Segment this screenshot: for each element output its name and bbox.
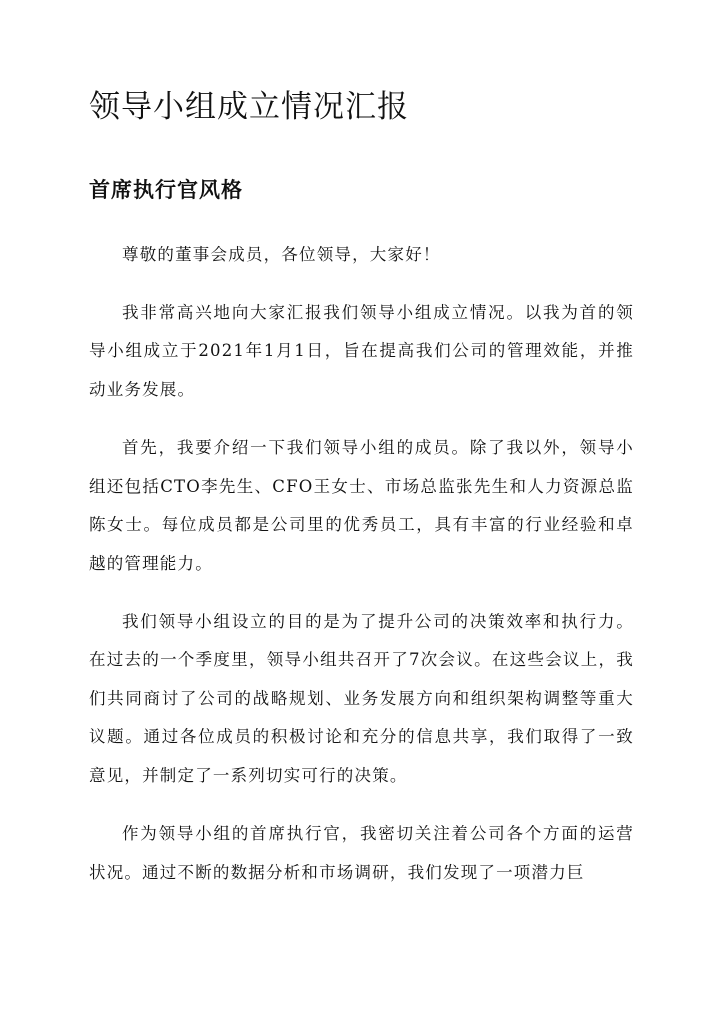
document-title: 领导小组成立情况汇报 (89, 89, 409, 125)
paragraph-intro: 我非常高兴地向大家汇报我们领导小组成立情况。以我为首的领导小组成立于2021年1月1日，旨在提高我们公司的管理效能，并推动业务发展。 (89, 302, 634, 400)
paragraph-greeting: 尊敬的董事会成员，各位领导，大家好！ (122, 245, 441, 264)
document-subtitle: 首席执行官风格 (89, 177, 243, 202)
paragraph-operations: 作为领导小组的首席执行官，我密切关注着公司各个方面的运营状况。通过不断的数据分析和市场调研，我们发现了一项潜力巨 (89, 823, 634, 882)
document-body (89, 236, 634, 911)
paragraph-purpose: 我们领导小组设立的目的是为了提升公司的决策效率和执行力。在过去的一个季度里，领导小组共召开了7次会议。在这些会议上，我们共同商讨了公司的战略规划、业务发展方向和组织架构调整等重大议题。通过各位成员的积极讨论和充分的信息共享，我们取得了一致意见，并制定了一系列切实可行的决策。 (89, 611, 634, 786)
paragraph-members: 首先，我要介绍一下我们领导小组的成员。除了我以外，领导小组还包括CTO李先生、CFO王女士、市场总监张先生和人力资源总监陈女士。每位成员都是公司里的优秀员工，具有丰富的行业经验和卓越的管理能力。 (89, 437, 634, 573)
